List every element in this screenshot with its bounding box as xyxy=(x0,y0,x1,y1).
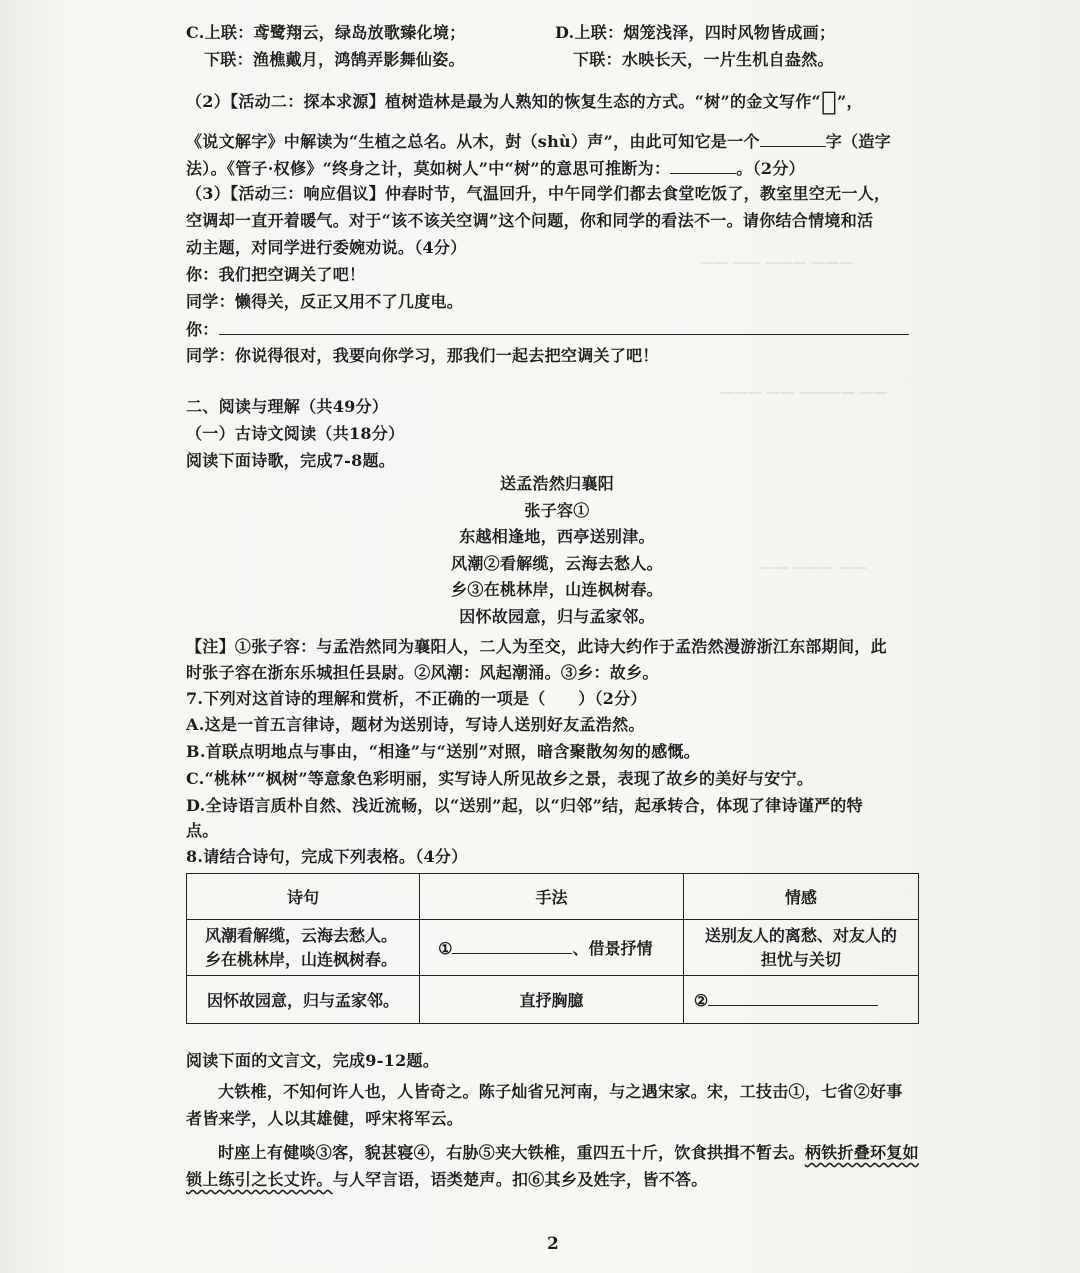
poem-line: 风潮②看解缆，云海去愁人。 xyxy=(451,554,663,573)
prose-paragraph: 大铁椎，不知何许人也，人皆奇之。陈子灿省兄河南，与之遇宋家。宋，工技击①，七省②好事 xyxy=(218,1082,903,1101)
answer-blank[interactable] xyxy=(708,989,878,1006)
dialogue-you-1: 你：我们把空调关了吧！ xyxy=(186,265,366,284)
table-cell-method: 直抒胸臆 xyxy=(420,976,684,1024)
dialogue-classmate-1: 同学：懒得关，反正又用不了几度电。 xyxy=(186,292,464,311)
bronze-script-glyph-icon: 𢿲 xyxy=(821,87,837,117)
q7-option-d-cont: 点。 xyxy=(186,821,219,840)
activity2-line3: 法）。《管子·权修》“终身之计，莫如树人”中“树”的意思可推断为： 。（2分） xyxy=(186,159,805,178)
q8-table xyxy=(186,873,919,1024)
section-title: 二、阅读与理解（共49分） xyxy=(186,397,389,416)
answer-blank[interactable] xyxy=(670,157,736,174)
poem-line: 东越相逢地，西亭送别津。 xyxy=(459,527,655,546)
poem-note: 时张子容在浙东乐城担任县尉。②风潮：风起潮涌。③乡：故乡。 xyxy=(186,663,659,682)
q7-option-d: D.全诗语言质朴自然、浅近流畅，以“送别”起，以“归邻”结，起承转合，体现了律诗谨严的特 xyxy=(186,796,863,815)
dialogue-you-2: 你： xyxy=(186,318,909,341)
activity2-line1: （2）【活动二：探本求源】植树造林是最为人熟知的恢复生态的方式。“树”的金文写作“𢿲”， xyxy=(186,87,863,117)
answer-blank[interactable] xyxy=(219,318,909,335)
table-header: 情感 xyxy=(683,874,918,920)
show-through-text: —— —— ——— ——— xyxy=(700,255,854,271)
poem-title: 送孟浩然归襄阳 xyxy=(499,474,615,493)
option-d-upper: D.上联：烟笼浅泽，四时风物皆成画； xyxy=(555,23,836,42)
poem-instruction: 阅读下面诗歌，完成7-8题。 xyxy=(186,451,396,470)
activity2-line2: 《说文解字》中解读为“生植之总名。从木，尌（shù）声”，由此可知它是一个 字（造字 xyxy=(186,132,891,151)
table-cell-emotion: ② xyxy=(683,976,918,1024)
option-d-lower: 下联：水映长天，一片生机自盎然。 xyxy=(573,50,834,69)
q8-stem: 8.请结合诗句，完成下列表格。（4分） xyxy=(186,847,468,866)
option-c-upper: C.上联：鸢鹭翔云，绿岛放歌臻化境； xyxy=(186,23,466,42)
poem-line: 因怀故园意，归与孟家邻。 xyxy=(459,607,655,626)
prose-instruction: 阅读下面的文言文，完成9-12题。 xyxy=(186,1051,440,1070)
activity3-line1: （3）【活动三：响应倡议】仲春时节，气温回升，中午同学们都去食堂吃饭了，教室里空无一人， xyxy=(186,184,891,203)
wavy-underlined-sentence: 柄铁折叠环复如 xyxy=(804,1143,919,1162)
prose-paragraph: 时座上有健啖③客，貌甚寝④，右胁⑤夹大铁椎，重四五十斤，饮食拱揖不暂去。柄铁折叠环复如 xyxy=(218,1143,919,1162)
show-through-text: ——— —— ———— —— xyxy=(720,385,888,401)
q7-option-b: B.首联点明地点与事由，“相逢”与“送别”对照，暗含聚散匆匆的感慨。 xyxy=(186,742,701,761)
table-cell-method: ① 、借景抒情 xyxy=(420,920,684,976)
table-cell-verse: 风潮看解缆，云海去愁人。 乡在桃林岸，山连枫树春。 xyxy=(187,920,420,976)
poem-note: 【注】①张子容：与孟浩然同为襄阳人，二人为至交，此诗大约作于孟浩然漫游浙江东部期间，此 xyxy=(186,637,887,656)
q7-stem: 7.下列对这首诗的理解和赏析，不正确的一项是（ ）（2分） xyxy=(186,689,647,708)
option-c-lower: 下联：渔樵戴月，鸿鹄弄影舞仙姿。 xyxy=(204,50,465,69)
subsection-title: （一）古诗文阅读（共18分） xyxy=(186,424,405,443)
q7-option-c: C.“桃林”“枫树”等意象色彩明丽，实写诗人所见故乡之景，表现了故乡的美好与安宁。 xyxy=(186,769,814,788)
page-number: 2 xyxy=(547,1234,560,1254)
dialogue-classmate-2: 同学：你说得很对，我要向你学习，那我们一起去把空调关了吧！ xyxy=(186,346,659,365)
prose-paragraph-cont: 锁上练引之长丈许。与人罕言语，语类楚声。扣⑥其乡及姓字，皆不答。 xyxy=(186,1170,708,1189)
answer-blank[interactable] xyxy=(760,130,826,147)
table-header: 手法 xyxy=(420,874,684,920)
prose-paragraph-cont: 者皆来学，人以其雄健，呼宋将军云。 xyxy=(186,1109,464,1128)
table-cell-emotion: 送别友人的离愁、对友人的 担忧与关切 xyxy=(683,920,918,976)
answer-blank[interactable] xyxy=(452,937,572,954)
poem-author: 张子容① xyxy=(524,501,590,520)
poem-line: 乡③在桃林岸，山连枫树春。 xyxy=(451,580,663,599)
table-header: 诗句 xyxy=(187,874,420,920)
activity3-line2: 空调却一直开着暖气。对于“该不该关空调”这个问题，你和同学的看法不一。请你结合情境和活 xyxy=(186,211,874,230)
table-cell-verse: 因怀故园意，归与孟家邻。 xyxy=(187,976,420,1024)
show-through-text: —— ——— —— xyxy=(760,560,867,576)
wavy-underlined-sentence: 锁上练引之长丈许。 xyxy=(186,1170,333,1189)
activity3-line3: 动主题，对同学进行委婉劝说。（4分） xyxy=(186,238,467,257)
q7-option-a: A.这是一首五言律诗，题材为送别诗，写诗人送别好友孟浩然。 xyxy=(186,715,645,734)
